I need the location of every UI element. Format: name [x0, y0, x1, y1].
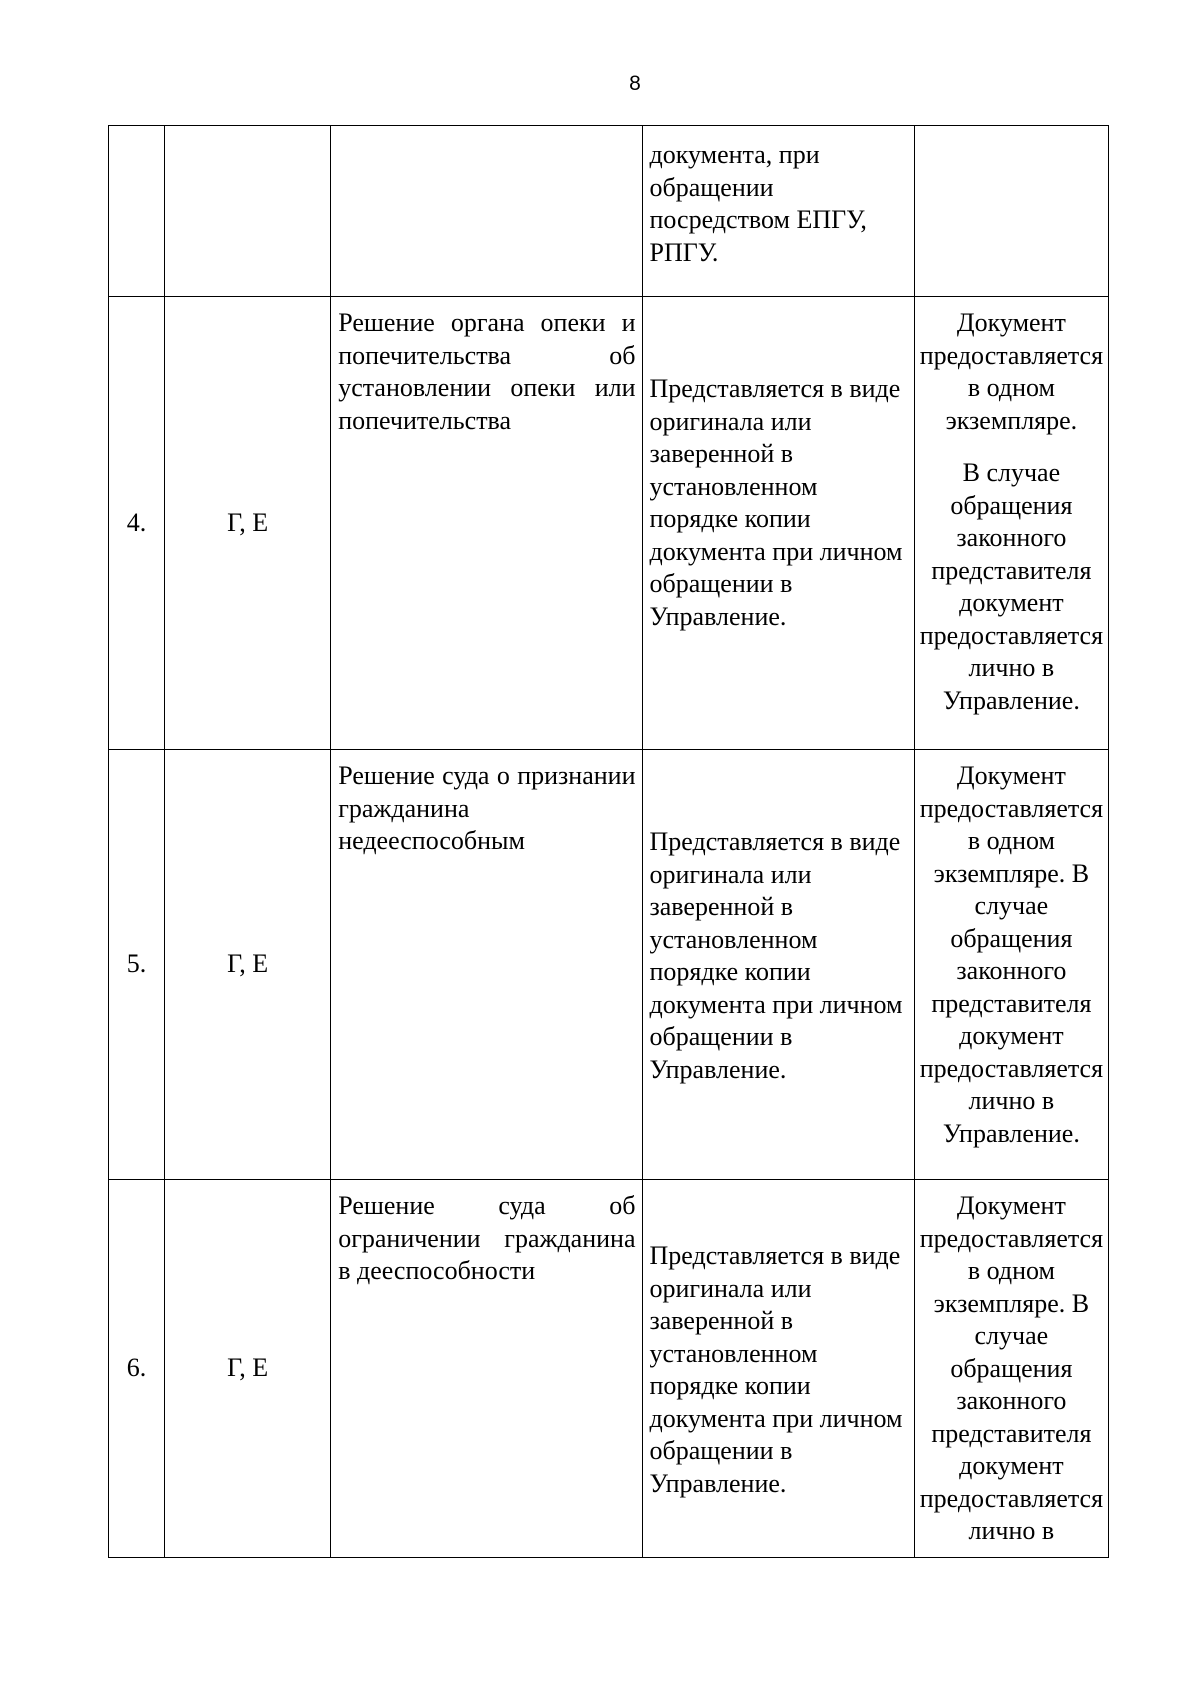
note-cell — [914, 1180, 1108, 1558]
note-cell — [914, 297, 1108, 750]
row-number-cell: 6. — [109, 1180, 165, 1558]
category-cell: Г, Е — [165, 1180, 331, 1558]
document-name-cell: Решение суда о признании гражданина недееспособным — [331, 750, 642, 1180]
row-number-cell — [109, 126, 165, 297]
table-row — [109, 750, 1109, 1180]
note-paragraph: В случае обращения законного представителя документ предоставляется лично в Управление. — [919, 458, 1104, 715]
page-number: 8 — [629, 72, 641, 95]
document-name-cell — [331, 126, 642, 297]
note-paragraph: Документ предоставляется в одном экземпляре. — [919, 308, 1104, 435]
category-cell — [165, 126, 331, 297]
submission-form-cell: документа, при обращении посредством ЕПГУ, РПГУ. — [642, 126, 914, 297]
submission-form-cell: Представляется в виде оригинала или заверенной в установленном порядке копии документа при личном обращении в Управление. — [642, 750, 914, 1180]
note-paragraph: Документ предоставляется в одном экземпляре. В случае обращения законного представителя документ предоставляется лично в — [919, 1191, 1104, 1545]
table-row — [109, 1180, 1109, 1558]
submission-form-cell: Представляется в виде оригинала или заверенной в установленном порядке копии документа при личном обращении в Управление. — [642, 1180, 914, 1558]
document-name-cell: Решение суда об ограничении гражданина в дееспособности — [331, 1180, 642, 1558]
submission-form-cell: Представляется в виде оригинала или заверенной в установленном порядке копии документа при личном обращении в Управление. — [642, 297, 914, 750]
category-cell: Г, Е — [165, 297, 331, 750]
category-cell: Г, Е — [165, 750, 331, 1180]
row-number-cell: 4. — [109, 297, 165, 750]
table-row-continuation — [109, 126, 1109, 297]
documents-table — [108, 125, 1109, 1558]
note-paragraph: Документ предоставляется в одном экземпляре. В случае обращения законного представителя документ предоставляется лично в Управление. — [919, 761, 1104, 1148]
table-row — [109, 297, 1109, 750]
row-number-cell: 5. — [109, 750, 165, 1180]
document-name-cell: Решение органа опеки и попечительства об установлении опеки или попечительства — [331, 297, 642, 750]
note-cell — [914, 126, 1108, 297]
note-cell — [914, 750, 1108, 1180]
